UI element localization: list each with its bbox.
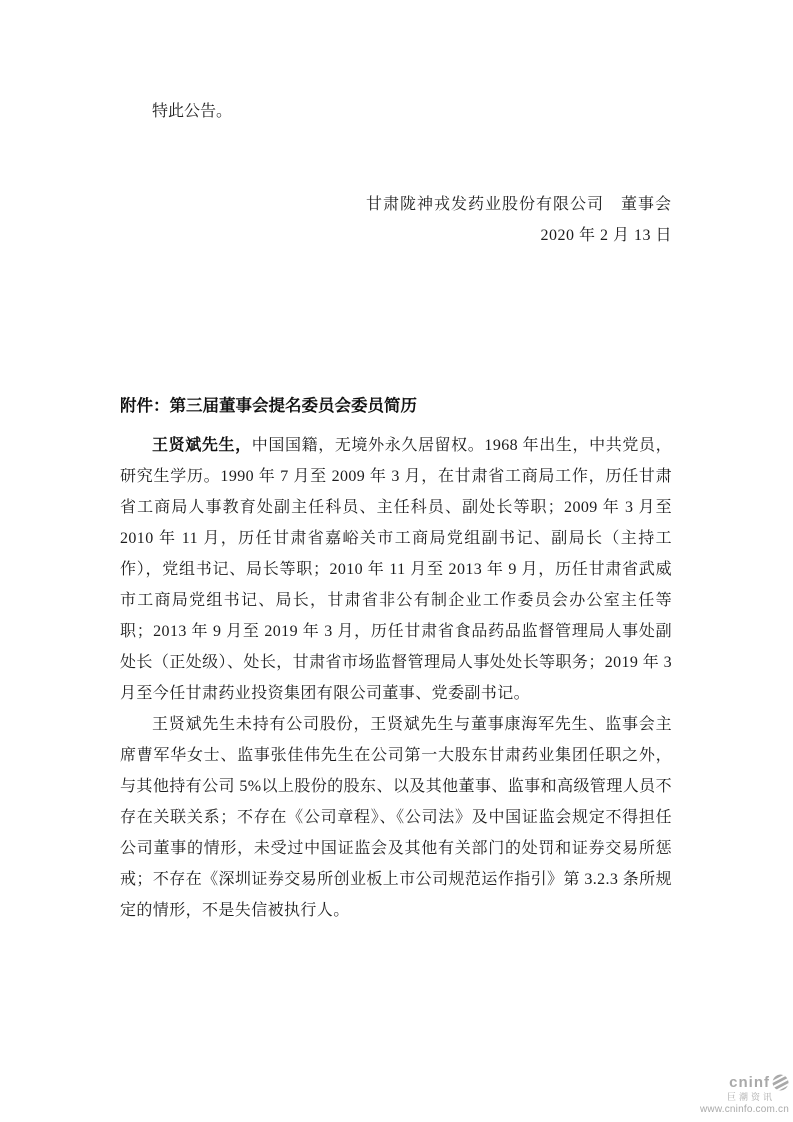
signature-date: 2020 年 2 月 13 日: [540, 227, 672, 244]
cninfo-swirl-icon: [772, 1074, 789, 1091]
cninfo-brand-row: [700, 1074, 789, 1091]
bio-paragraph-1-text: 中国国籍，无境外永久居留权。1968 年出生，中共党员，研究生学历。1990 年 7 月至 2009 年 3 月，在甘肃省工商局工作，历任甘肃省工商局人事教育处副主任科员、主任科员、副处长等职；2009 年 3 月至 2010 年 11 月，历任甘肃省嘉峪关市工商局党组副书记、副局长（主持工作），党组书记、局长等职；2010 年 11 月至 2013 年 9 月，历任甘肃省武威市工商局党组书记、局长，甘肃省非公有制企业工作委员会办公室主任等职；2013 年 9 月至 2019 年 3 月，历任甘肃省食品药品监督管理局人事处副处长（正处级）、处长，甘肃省市场监督管理局人事处处长等职务；2019 年 3 月至今任甘肃药业投资集团有限公司董事、党委副书记。: [120, 437, 673, 702]
closing-statement: 特此公告。: [152, 103, 233, 120]
signature-block: [120, 189, 672, 251]
cninfo-chinese-name: 巨潮资讯: [726, 1092, 775, 1102]
cninfo-url: www.cninfo.com.cn: [700, 1104, 789, 1115]
bio-paragraph-2: 王贤斌先生未持有公司股份，王贤斌先生与董事康海军先生、监事会主席曹军华女士、监事张佳伟先生在公司第一大股东甘肃药业集团任职之外，与其他持有公司 5%以上股份的股东、以及其他董事、监事和高级管理人员不存在关联关系；不存在《公司章程》、《公司法》及中国证监会规定不得担任公司董事的情形，未受过中国证监会及其他有关部门的处罚和证券交易所惩戒；不存在《深圳证券交易所创业板上市公司规范运作指引》第 3.2.3 条所规定的情形，不是失信被执行人。: [120, 716, 672, 919]
company-signature: 甘肃陇神戎发药业股份有限公司 董事会: [365, 196, 672, 213]
cninfo-brand-text: cninf: [729, 1074, 770, 1091]
person-name: 王贤斌先生，: [152, 437, 252, 454]
bio-paragraph-1: [120, 430, 672, 709]
attachment-heading: 附件：第三届董事会提名委员会委员简历: [120, 397, 417, 415]
cninfo-watermark: [700, 1074, 789, 1115]
